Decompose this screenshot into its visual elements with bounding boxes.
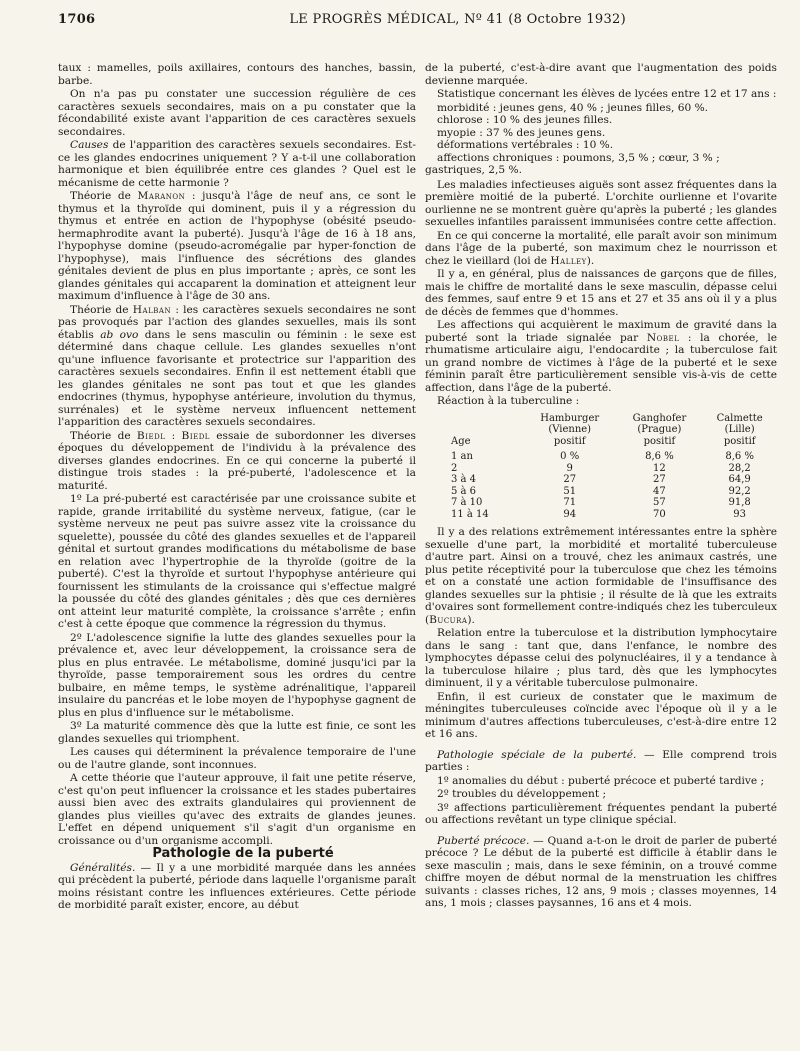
header-text: Hamburger [540,412,600,424]
spacer [425,827,777,835]
page-number: 1706 [58,12,96,27]
right-column [425,62,777,910]
table-header [702,413,777,452]
paragraph-text: essaie de subordonner les diverses époques du développement de l'individu à la prévalence des diverses glandes endocrines. En ce qui concerne la puberté il distingue trois stades : la pré-puberté, l'adolescence et la maturité. [58,429,416,492]
latin-phrase: ab ovo [100,328,139,341]
section-heading: Pathologie de la puberté [152,846,334,861]
list-item: déformations vertébrales : 10 %. [437,139,614,151]
paragraph-text: : [165,429,182,442]
table-cell: 51 [563,485,577,497]
list-item: myopie : 37 % des jeunes gens. [437,126,606,139]
table-row [425,451,777,463]
paragraph-text: — Il y a une morbidité marquée dans les années qui précèdent la puberté, période dans laquelle l'organisme paraît moins résistant contre les influences extérieures. Cette période de morbidité paraît exister, encore, au début [58,861,416,911]
paragraph: A cette théorie que l'auteur approuve, il fait une petite réserve, c'est qu'on peut influencer la croissance et les stades pubertaires aussi bien avec des extraits glandulaires qui proviennent de glandes plus vieilles qu'avec des extraits de glandes jeunes. L'effet en dépend uniquement s'il s'agit d'un organisme en croissance ou d'un organisme accompli. [58,772,416,847]
author-name: Halley [550,254,587,267]
header-text: Age [451,435,471,447]
table-cell: 47 [653,485,666,497]
paragraph-text: ). [467,613,475,626]
paragraph: Les causes qui déterminent la prévalence temporaire de l'une ou de l'autre glande, sont inconnues. [58,746,416,771]
table-cell: 1 an [451,451,473,462]
run-in-heading: Causes [70,139,109,151]
header-text: (Lille) [724,424,755,435]
paragraph: 1º La pré-puberté est caractérisée par une croissance subite et rapide, grande irritabilité du système nerveux, fatigue, (car le système nerveux ne peut pas suivre assez vite la croissance du squelette), poussée du côté des glandes sexuelles et de l'appareil génital et surtout grandes modifications du métabolisme de base en relation avec l'hypertrophie de la thyroïde (goitre de la puberté). C'est la thyroïde et surtout l'hypophyse antérieure qui fournissent les stimulants de la croissance qui s'effectue malgré la poussée du côté des glandes génitales ; dès que ces dernières ont atteint leur maturité complète, la croissance s'arrête ; enfin c'est à cette époque que commence la régression du thymus. [58,493,416,630]
table-cell: 94 [563,508,577,520]
list-item: gastriques, 2,5 %. [425,164,522,176]
paragraph-text: Théorie de [70,429,137,442]
paragraph [425,319,777,394]
list-item: 1º anomalies du début : puberté précoce et puberté tardive ; [437,774,765,787]
left-column [58,62,416,912]
table-header [617,413,703,452]
paragraph-text: — Quand a-t-on le droit de parler de puberté précoce ? Le début de la puberté est difficile à établir dans le sexe masculin ; mais, dans le sexe féminin, on a trouvé comme chiffre moyen de début normal de la menstruation les chiffres suivants : classes riches, 12 ans, 9 mois ; classes moyennes, 14 ans, 1 mois ; classes paysannes, 16 ans et 4 mois. [425,834,777,909]
table-row [425,509,777,521]
run-in-heading: Généralités. [70,861,136,874]
table-header [425,413,523,452]
header-text: Calmette [716,412,763,424]
list-item: 3º affections particulièrement fréquentes pendant la puberté ou affections revêtant un type clinique spécial. [425,801,777,826]
author-name: Biedl [136,429,166,442]
header-text: Ganghofer [632,412,687,424]
header-text: (Vienne) [548,424,592,435]
paragraph [425,835,777,910]
table-cell: 70 [653,508,666,520]
paragraph: de la puberté, c'est-à-dire avant que l'augmentation des poids devienne marquée. [425,62,777,87]
paragraph: 2º L'adolescence signifie la lutte des glandes sexuelles pour la prévalence et, avec leur développement, la croissance sera de plus en plus entravée. Le métabolisme, dominé jusqu'ici par la thyroïde, passe temporairement sous les ordres du centre bulbaire, en même temps, le système adrénalitique, l'appareil insulaire du pancréas et le lobe moyen de l'hypophyse gagnent de plus en plus d'influence sur le métabolisme. [58,631,416,719]
header-text: positif [643,435,676,447]
table-header-row [425,413,777,452]
author-name: Nobel [646,331,680,344]
paragraph-text: : les caractères sexuels secondaires ne sont pas provoqués par l'action des glandes sexuelles, mais ils sont établis [58,303,416,341]
list-item: affections chroniques : poumons, 3,5 % ; cœur, 3 % ; [437,151,720,164]
paragraph-text: — Elle comprend trois parties : [425,748,777,773]
author-name: Bucura [429,613,468,626]
paragraph [58,304,416,429]
statistics-list [425,102,777,177]
table-cell: 8,6 % [645,451,674,462]
paragraph-text: de l'apparition des caractères sexuels secondaires. Est-ce les glandes endocrines uniquement ? Y a-t-il une collaboration harmonique et bien équilibrée entre ces glandes ? Quel est le mécanisme de cette harmonie ? [58,139,416,189]
table-cell: 92,2 [728,485,751,497]
table-row [425,463,777,475]
table-row [425,497,777,509]
table-row [425,486,777,498]
header-text: positif [553,435,586,447]
table-cell: 9 [566,462,573,474]
paragraph-text: : la chorée, le rhumatisme articulaire aigu, l'endocardite ; la tuberculose fait un grand nombre de victimes à l'âge de la puberté et le sexe féminin paraît être particulièrement sensible vis-à-vis de cette affection, dans l'âge de la puberté. [425,331,777,394]
paragraph [425,230,777,268]
table-cell: 28,2 [728,462,751,474]
paragraph-text: En ce qui concerne la mortalité, elle paraît avoir son minimum dans l'âge de la puberté, son maximum chez le nourrisson et chez le vieillard (loi de [425,229,777,267]
paragraph-text: dans le sens masculin ou féminin : le sexe est déterminé dans chaque cellule. Les glandes sexuelles n'ont qu'une influence favorisante et protectrice sur l'apparition des caractères sexuels secondaires. Enfin il est nettement établi que les glandes génitales ne sont pas tout et que les glandes endocrines (thymus, hypophyse antérieure, involution du thymus, surrénales) et le système nerveux influencent nettement l'apparition des caractères sexuels secondaires. [58,328,416,428]
table-cell: 57 [653,497,666,508]
list-item: chlorose : 10 % des jeunes filles. [437,114,613,126]
table-cell: 12 [653,462,666,474]
paragraph [58,862,416,912]
table-row [425,474,777,486]
paragraph [425,749,777,774]
author-name: Halban [132,303,172,316]
table-cell: 27 [653,474,666,485]
header-text: positif [723,435,756,447]
paragraph: Relation entre la tuberculose et la distribution lymphocytaire dans le sang : tant que, dans l'enfance, le nombre des lymphocytes dépasse celui des polynucléaires, il y a tendance à la tuberculose hilaire ; plus tard, dès que les lymphocytes diminuent, il y a véritable tuberculose pulmonaire. [425,627,777,689]
paragraph: Enfin, il est curieux de constater que le maximum de méningites tuberculeuses coïncide avec l'époque où il y a le minimum d'autres affections tuberculeuses, c'est-à-dire entre 12 et 16 ans. [425,690,777,740]
paragraph: On n'a pas pu constater une succession régulière de ces caractères sexuels secondaires, mais on a pu constater que la fécondabilité existe avant l'apparition de ces caractères sexuels secondaires. [58,88,416,138]
paragraph: Les maladies infectieuses aiguës sont assez fréquentes dans la première moitié de la puberté. L'orchite ourlienne et l'ovarite ourlienne ne se montrent guère qu'après la puberté ; les glandes sexuelles infantiles paraissent immunisées contre cette affection. [425,178,777,228]
paragraph [425,526,777,626]
author-name: Biedl [181,429,210,442]
table-cell: 93 [733,508,747,520]
table-cell: 64,9 [728,474,751,485]
running-header [58,12,760,27]
journal-title: LE PROGRÈS MÉDICAL, Nº 41 (8 Octobre 1932) [289,12,626,27]
list-item: 2º troubles du développement ; [437,788,607,800]
run-in-heading: Pathologie spéciale de la puberté. [437,748,637,761]
header-text: (Prague) [637,424,682,435]
table-cell: 11 à 14 [451,508,489,520]
table-cell: 5 à 6 [451,485,477,497]
paragraph: Il y a, en général, plus de naissances de garçons que de filles, mais le chiffre de mortalité dans le sexe masculin, dépasse celui des femmes, sauf entre 9 et 15 ans et 27 et 35 ans où il y a plus de décès de femmes que d'hommes. [425,268,777,318]
table-header [523,413,617,452]
paragraph-text: Les affections qui acquièrent le maximum de gravité dans la puberté sont la triade signalée par [425,319,777,344]
paragraph-text: ). [586,254,595,267]
spacer [425,741,777,749]
table-cell: 7 à 10 [451,497,483,508]
table-cell: 3 à 4 [451,474,477,485]
paragraph [58,139,416,189]
paragraph [58,430,416,493]
table-cell: 27 [563,474,577,485]
paragraph-text: : jusqu'à l'âge de neuf ans, ce sont le thymus et la thyroïde qui dominent, puis il y a régression du thymus et entrée en action de l'hypophyse (obésité pseudo-hermaphrodite avant la puberté). Jusqu'à l'âge de 16 à 18 ans, l'hypophyse domine (pseudo-acromégalie par hyper-fonction de l'hypophyse), mais l'influence des sécrétions des glandes génitales devient de plus en plus importante ; après, ce sont les glandes génitales qui accaparent la domination et atteignent leur maximum d'influence à l'âge de 30 ans. [58,190,416,302]
paragraph [58,190,416,303]
table-caption: Réaction à la tuberculine : [437,395,580,407]
table-cell: 8,6 % [725,451,754,462]
table-cell: 2 [451,462,458,474]
paragraph: 3º La maturité commence dès que la lutte est finie, ce sont les glandes sexuelles qui triomphent. [58,720,416,745]
table-cell: 71 [563,497,577,508]
paragraph: taux : mamelles, poils axillaires, contours des hanches, bassin, barbe. [58,62,416,87]
list-item: morbidité : jeunes gens, 40 % ; jeunes filles, 60 %. [437,101,709,114]
author-name: Maranon [137,190,186,202]
paragraph-text: Théorie de [70,303,133,316]
run-in-heading: Puberté précoce. [437,834,530,847]
table-cell: 91,8 [728,497,751,508]
paragraph: Statistique concernant les élèves de lycées entre 12 et 17 ans : [437,88,777,100]
tuberculin-table [425,413,777,521]
table-cell: 0 % [560,451,580,462]
paragraph-text: Théorie de [70,190,138,202]
paragraph-text: Il y a des relations extrêmement intéressantes entre la sphère sexuelle d'une part, la morbidité et mortalité tuberculeuse d'autre part. Ainsi on a trouvé, chez les animaux castrés, une plus petite réceptivité pour la tuberculose que chez les témoins et on a constaté une action formidable de l'insuffisance des glandes sexuelles sur la phtisie ; il résulte de là que les extraits d'ovaires sont formellement contre-indiqués chez les tuberculeux ( [425,526,777,626]
